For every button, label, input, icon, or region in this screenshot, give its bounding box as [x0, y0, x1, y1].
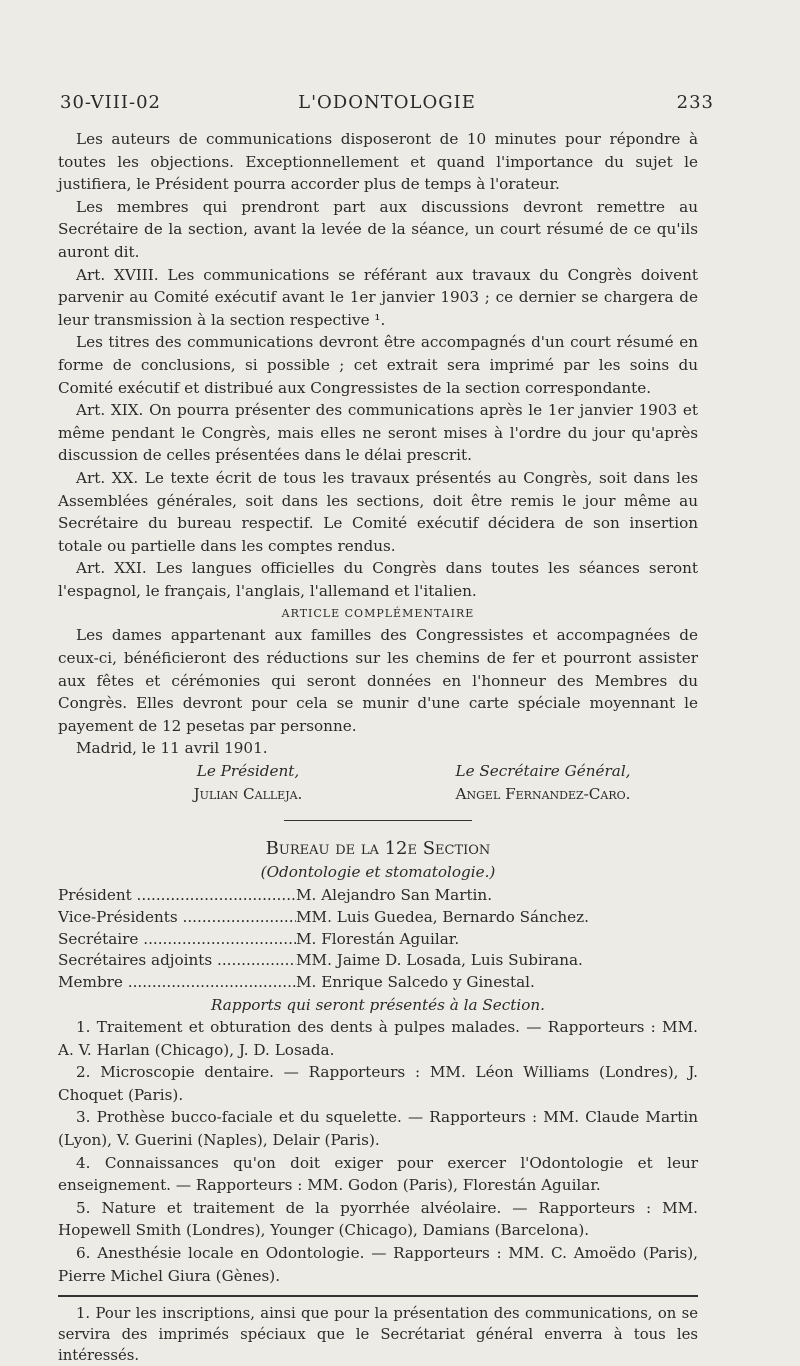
- divider: [284, 820, 472, 821]
- rapports-title: Rapports qui seront présentés à la Section.: [211, 996, 545, 1015]
- list-item: 4. Connaissances qu'on doit exiger pour exercer l'Odontologie et leur enseignement. — Rapporteurs : MM. Godon (Paris), Florestán Aguilar.: [58, 1153, 698, 1195]
- list-item: 1. Traitement et obturation des dents à pulpes malades. — Rapporteurs : MM. A. V. Harlan (Chicago), J. D. Losada.: [58, 1018, 698, 1059]
- roster-row: [58, 972, 698, 994]
- paragraph: Art. XVIII. Les communications se référant aux travaux du Congrès doivent parvenir au Comité exécutif avant le 1er janvier 1903 ; ce dernier se chargera de leur transmission à la section respective ¹.: [58, 265, 698, 329]
- page-body: [58, 128, 698, 1366]
- signature-secretary: [413, 760, 673, 805]
- footnote: [58, 1303, 698, 1366]
- roster-row: [58, 885, 698, 907]
- list-item: 2. Microscopie dentaire. — Rapporteurs : MM. Léon Williams (Londres), J. Choquet (Paris).: [58, 1063, 698, 1104]
- paragraph: Art. XX. Le texte écrit de tous les travaux présentés au Congrès, soit dans les Assemblées générales, soit dans les sections, doit être remis le jour même au Secrétaire du bureau respectif. Le Comité exécutif décidera de son insertion totale ou partielle dans les comptes rendus.: [58, 468, 698, 555]
- paragraph: Les membres qui prendront part aux discussions devront remettre au Secrétaire de la section, avant la levée de la séance, un court résumé de ce qu'ils auront dit.: [58, 197, 698, 261]
- signature-president: [148, 760, 348, 805]
- running-header: [60, 92, 714, 120]
- roster-person: M. Enrique Salcedo y Ginestal.: [296, 973, 535, 992]
- footnote-text: 1. Pour les inscriptions, ainsi que pour la présentation des communications, on se servira des imprimés spéciaux que le Secrétariat général enverra à tous les intéressés.: [58, 1305, 698, 1365]
- rapports-list: [58, 1016, 698, 1287]
- roster-row: [58, 907, 698, 929]
- signature-block: [58, 760, 698, 806]
- roster-role: Secrétaires adjoints .....: [58, 950, 296, 972]
- paragraph: Art. XIX. On pourra présenter des communications après le 1er janvier 1903 et même pendant le Congrès, mais elles ne seront mises à l'ordre du jour qu'après discussion de celles présentées dans le délai prescrit.: [58, 401, 698, 465]
- signature-name: Angel Fernandez-Caro.: [455, 784, 631, 803]
- roster-role: Président .....: [58, 885, 296, 907]
- roster-person: MM. Jaime D. Losada, Luis Subirana.: [296, 951, 583, 970]
- paragraph: Art. XXI. Les langues officielles du Congrès dans toutes les séances seront l'espagnol, le français, l'anglais, l'allemand et l'italien.: [58, 559, 698, 600]
- journal-title: L'ODONTOLOGIE: [298, 92, 476, 113]
- bureau-title: Bureau de la 12e Section: [265, 838, 491, 860]
- signature-title: Le Président,: [196, 762, 300, 781]
- signature-name: Julian Calleja.: [193, 784, 303, 803]
- roster-person: M. Alejandro San Martin.: [296, 886, 493, 905]
- roster-row: [58, 950, 698, 972]
- roster-role: Vice-Présidents .....: [58, 907, 296, 929]
- bureau-subtitle: (Odontologie et stomatologie.): [260, 863, 496, 882]
- list-item: 5. Nature et traitement de la pyorrhée alvéolaire. — Rapporteurs : MM. Hopewell Smith (Londres), Younger (Chicago), Damians (Barcelona).: [58, 1198, 698, 1240]
- roster-row: [58, 929, 698, 951]
- list-item: 3. Prothèse bucco-faciale et du squelette. — Rapporteurs : MM. Claude Martin (Lyon), V. Guerini (Naples), Delair (Paris).: [58, 1108, 698, 1149]
- paragraph: Les auteurs de communications disposeront de 10 minutes pour répondre à toutes les objections. Exceptionnellement et quand l'importance du sujet le justifiera, le Président pourra accorder plus de temps à l'orateur.: [58, 130, 698, 194]
- roster-role: Secrétaire .....: [58, 929, 296, 951]
- signature-title: Le Secrétaire Général,: [455, 762, 631, 781]
- issue-date: 30-VIII-02: [60, 92, 161, 113]
- article-heading: ARTICLE COMPLÉMENTAIRE: [281, 607, 475, 621]
- place-date: Madrid, le 11 avril 1901.: [76, 739, 268, 758]
- roster-person: MM. Luis Guedea, Bernardo Sánchez.: [296, 907, 589, 926]
- roster-role: Membre .....: [58, 972, 296, 994]
- list-item: 6. Anesthésie locale en Odontologie. — Rapporteurs : MM. C. Amoëdo (Paris), Pierre Michel Giura (Gènes).: [58, 1243, 698, 1285]
- paragraph: Les titres des communications devront être accompagnés d'un court résumé en forme de conclusions, si possible ; cet extrait sera imprimé par les soins du Comité exécutif et distribué aux Congressistes de la section correspondante.: [58, 333, 698, 397]
- article-text: Les dames appartenant aux familles des Congressistes et accompagnées de ceux-ci, bénéficieront des réductions sur les chemins de fer et pourront assister aux fêtes et cérémonies qui seront données en l'honneur des Membres du Congrès. Elles devront pour cela se munir d'une carte spéciale moyennant le payement de 12 pesetas par personne.: [58, 626, 698, 735]
- page-number: 233: [676, 92, 714, 113]
- roster-person: M. Florestán Aguilar.: [296, 929, 460, 948]
- bureau-roster: [58, 885, 698, 994]
- footnote-divider: [58, 1295, 698, 1297]
